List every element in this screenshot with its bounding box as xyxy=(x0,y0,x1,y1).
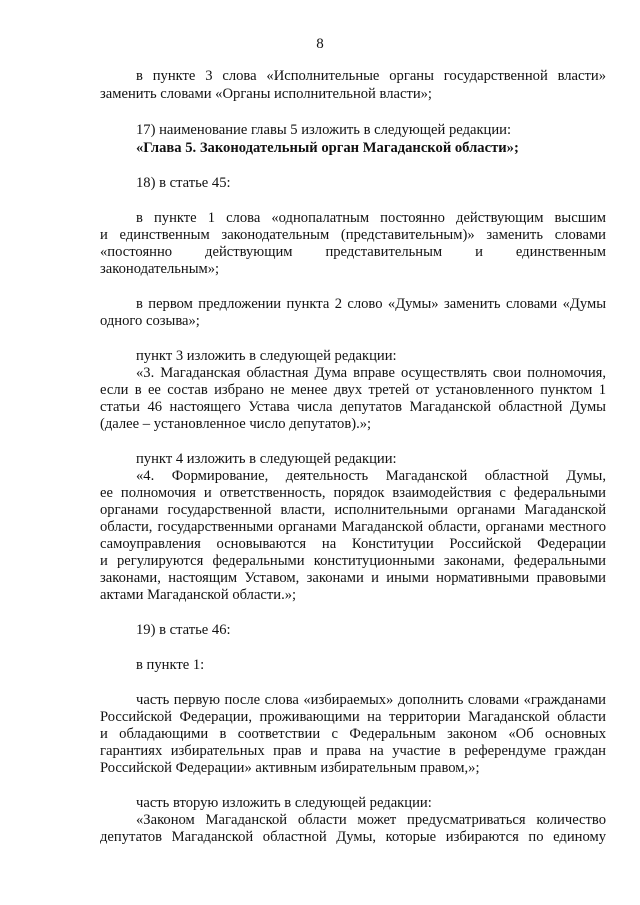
text-line: пункт 4 изложить в следующей редакции: xyxy=(136,451,397,467)
text-line: самоуправления основываются на Конституции Российской Федерации xyxy=(100,536,606,552)
text-line: Российской Федерации, проживающими на территории Магаданской области xyxy=(100,709,606,725)
text-line: «4. Формирование, деятельность Магаданской областной Думы, xyxy=(136,468,606,484)
chapter-title: «Глава 5. Законодательный орган Магаданской области»; xyxy=(136,140,519,156)
text-line: заменить словами «Органы исполнительной власти»; xyxy=(100,86,432,102)
text-line: если в ее состав избрано не менее двух третей от установленного пунктом 1 xyxy=(100,382,606,398)
text-line: органами государственной власти, исполнительными органами Магаданской xyxy=(100,502,606,518)
text-line: 18) в статье 45: xyxy=(136,175,231,191)
text-line: «Законом Магаданской области может предусматриваться количество xyxy=(136,812,606,828)
text-line: часть вторую изложить в следующей редакции: xyxy=(136,795,432,811)
text-line: в пункте 1 слова «однопалатным постоянно действующим высшим xyxy=(136,210,606,226)
text-line: 17) наименование главы 5 изложить в следующей редакции: xyxy=(136,122,512,138)
text-line: ее полномочия и ответственность, порядок взаимодействия с федеральными xyxy=(100,485,606,501)
text-line: «3. Магаданская областная Дума вправе осуществлять свои полномочия, xyxy=(136,365,606,381)
text-line: в пункте 1: xyxy=(136,657,205,673)
text-line: и обладающими в соответствии с Федеральным законом «Об основных xyxy=(100,726,606,742)
text-line: гарантиях избирательных прав и права на участие в референдуме граждан xyxy=(100,743,606,759)
text-line: в пункте 3 слова «Исполнительные органы государственной власти» xyxy=(136,68,606,84)
text-line: в первом предложении пункта 2 слово «Думы» заменить словами «Думы xyxy=(136,296,606,312)
text-line: области, государственными органами Магаданской области, органами местного xyxy=(100,519,606,535)
text-line: законами, настоящим Уставом, законами и иными нормативными правовыми xyxy=(100,570,606,586)
text-line: депутатов Магаданской областной Думы, которые избираются по единому xyxy=(100,829,606,845)
text-line: (далее – установленное число депутатов).»; xyxy=(100,416,372,432)
text-line: одного созыва»; xyxy=(100,313,200,329)
text-line: часть первую после слова «избираемых» дополнить словами «гражданами xyxy=(136,692,606,708)
text-line: 19) в статье 46: xyxy=(136,622,231,638)
text-line: «постоянно действующим представительным и единственным xyxy=(100,244,606,260)
text-line: и регулируются федеральными конституционными законами, федеральными xyxy=(100,553,606,569)
text-line: Российской Федерации» активным избирательным правом,»; xyxy=(100,760,480,776)
text-line: законодательным»; xyxy=(100,261,220,277)
page-number: 8 xyxy=(316,36,324,52)
text-line: пункт 3 изложить в следующей редакции: xyxy=(136,348,397,364)
text-line: актами Магаданской области.»; xyxy=(100,587,297,603)
text-line: статьи 46 настоящего Устава числа депутатов Магаданской областной Думы xyxy=(100,399,606,415)
text-line: и единственным законодательным (представительным)» заменить словами xyxy=(100,227,606,243)
